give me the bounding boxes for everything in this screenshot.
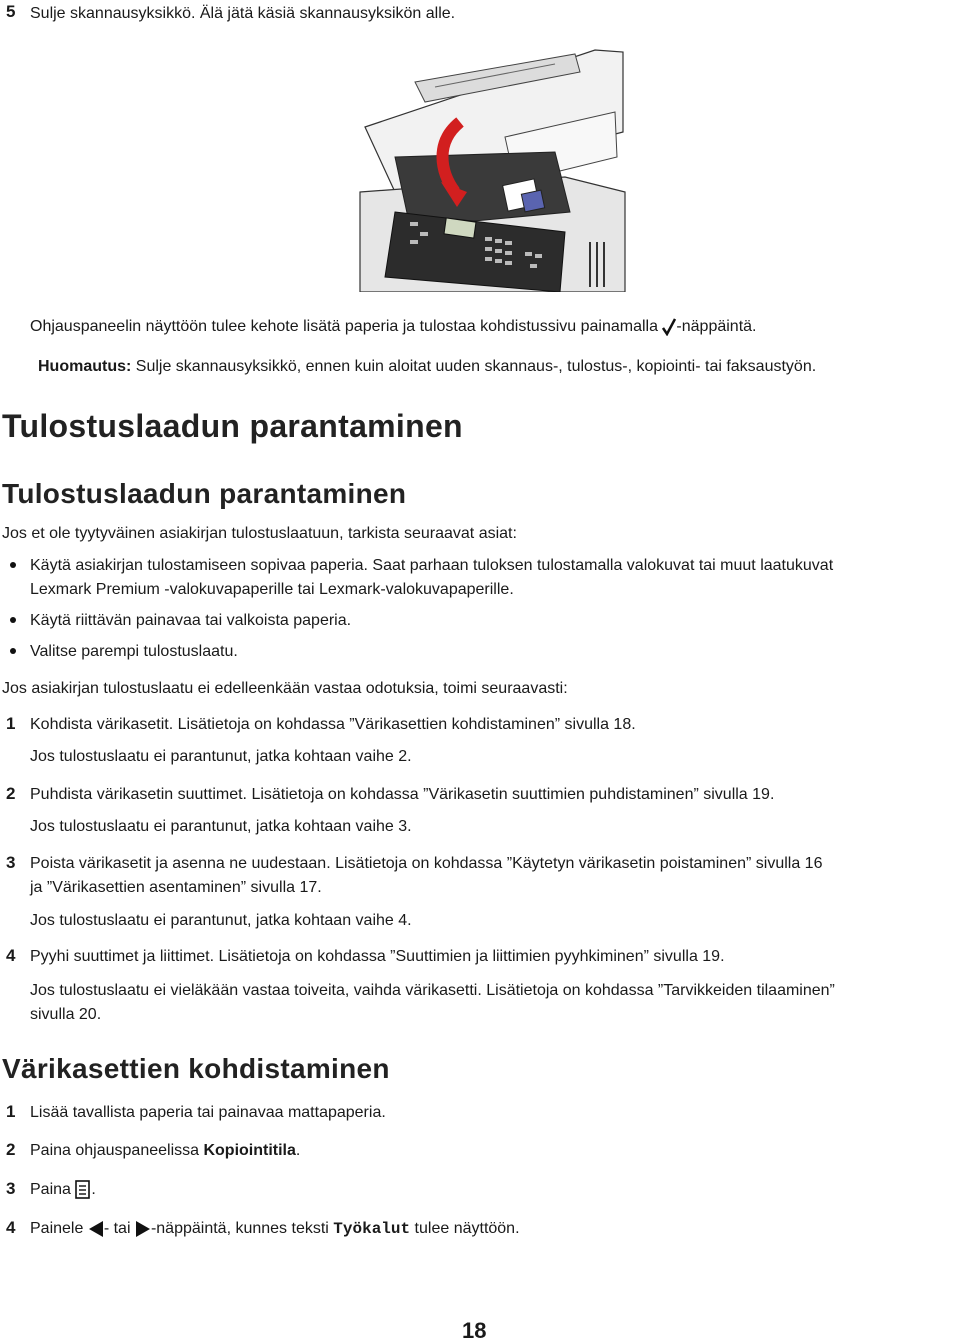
- step-text-after: .: [295, 1142, 301, 1159]
- bullet-icon: [10, 617, 16, 623]
- instruction-paragraph: [30, 315, 756, 339]
- step-subtext: Jos tulostuslaatu ei parantunut, jatka kohtaan vaihe 3.: [30, 818, 412, 835]
- step-text-before: Painele: [30, 1220, 88, 1237]
- paragraph-text-before: Ohjauspaneelin näyttöön tulee kehote lisätä paperia ja tulostaa kohdistussivu painamalla: [30, 318, 663, 335]
- intro-text-2: Jos asiakirjan tulostuslaatu ei edelleenkään vastaa odotuksia, toimi seuraavasti:: [2, 680, 568, 697]
- step-text-before: Paina ohjauspaneelissa: [30, 1142, 204, 1159]
- step-subtext: Jos tulostuslaatu ei vieläkään vastaa toiveita, vaihda värikasetti. Lisätietoja on kohdassa ”Tarvikkeiden tilaaminen”: [30, 982, 835, 999]
- step-text: [30, 1217, 520, 1241]
- left-arrow-icon: [88, 1220, 104, 1238]
- step-text: Pyyhi suuttimet ja liittimet. Lisätietoja on kohdassa ”Suuttimien ja liittimien pyyhkiminen” sivulla 19.: [30, 948, 725, 965]
- step-number: 2: [6, 784, 16, 803]
- paragraph-text-after: -näppäintä.: [676, 318, 757, 335]
- step-text: [30, 1139, 300, 1163]
- section-heading: Tulostuslaadun parantaminen: [2, 408, 463, 444]
- step-text: Kohdista värikasetit. Lisätietoja on kohdassa ”Värikasettien kohdistaminen” sivulla 18.: [30, 716, 636, 733]
- step-text: Sulje skannausyksikkö. Älä jätä käsiä skannausyksikön alle.: [30, 5, 456, 22]
- menu-button-icon: [75, 1180, 91, 1200]
- note-paragraph: [38, 355, 816, 379]
- step-number: 3: [6, 853, 16, 872]
- step-text-end: tulee näyttöön.: [410, 1220, 520, 1237]
- step-text: Poista värikasetit ja asenna ne uudestaan. Lisätietoja on kohdassa ”Käytetyn värikasetin poistaminen” sivulla 16: [30, 855, 823, 872]
- step-subtext: Jos tulostuslaatu ei parantunut, jatka kohtaan vaihe 4.: [30, 912, 412, 929]
- right-arrow-icon: [135, 1220, 151, 1238]
- bullet-icon: [10, 648, 16, 654]
- step-text-continued: ja ”Värikasettien asentaminen” sivulla 17.: [30, 879, 322, 896]
- step-text-after: -näppäintä, kunnes teksti: [150, 1220, 334, 1237]
- step-text-before: Paina: [30, 1181, 76, 1198]
- bullet-item: Käytä riittävän painavaa tai valkoista paperia.: [30, 612, 352, 629]
- step-number: 1: [6, 1102, 16, 1121]
- step-text-mid: - tai: [103, 1220, 135, 1237]
- subsection-heading: Tulostuslaadun parantaminen: [2, 478, 407, 509]
- note-text: Sulje skannausyksikkö, ennen kuin aloitat uuden skannaus-, tulostus-, kopiointi- tai faksaustyön.: [131, 358, 817, 375]
- bullet-item-continued: Lexmark Premium -valokuvapaperille tai Lexmark-valokuvapaperille.: [30, 581, 514, 598]
- step-number: 4: [6, 946, 16, 965]
- step-number: 1: [6, 714, 16, 733]
- note-label: Huomautus:: [38, 358, 132, 375]
- step-subtext: Jos tulostuslaatu ei parantunut, jatka kohtaan vaihe 2.: [30, 748, 412, 765]
- copy-mode-label: Kopiointitila: [203, 1142, 296, 1159]
- bullet-icon: [10, 562, 16, 568]
- step-subtext-continued: sivulla 20.: [30, 1006, 102, 1023]
- printer-scanner-illustration: [355, 42, 630, 292]
- display-text-tools: Työkalut: [333, 1220, 411, 1238]
- bullet-item: Valitse parempi tulostuslaatu.: [30, 643, 238, 660]
- step-text: [30, 1178, 96, 1202]
- checkmark-icon: [662, 318, 676, 336]
- step-number: 4: [6, 1218, 16, 1237]
- intro-text: Jos et ole tyytyväinen asiakirjan tulostuslaatuun, tarkista seuraavat asiat:: [2, 525, 517, 542]
- page-number: 18: [462, 1318, 487, 1343]
- step-text: Puhdista värikasetin suuttimet. Lisätietoja on kohdassa ”Värikasetin suuttimien puhdistaminen” sivulla 19.: [30, 786, 775, 803]
- step-number: 5: [6, 2, 16, 21]
- section-heading: Värikasettien kohdistaminen: [2, 1053, 390, 1084]
- step-number: 3: [6, 1179, 16, 1198]
- step-number: 2: [6, 1140, 16, 1159]
- step-text-after: .: [91, 1181, 96, 1198]
- bullet-item: Käytä asiakirjan tulostamiseen sopivaa paperia. Saat parhaan tuloksen tulostamalla valokuvat tai muut laatukuvat: [30, 557, 834, 574]
- step-text: Lisää tavallista paperia tai painavaa mattapaperia.: [30, 1104, 386, 1121]
